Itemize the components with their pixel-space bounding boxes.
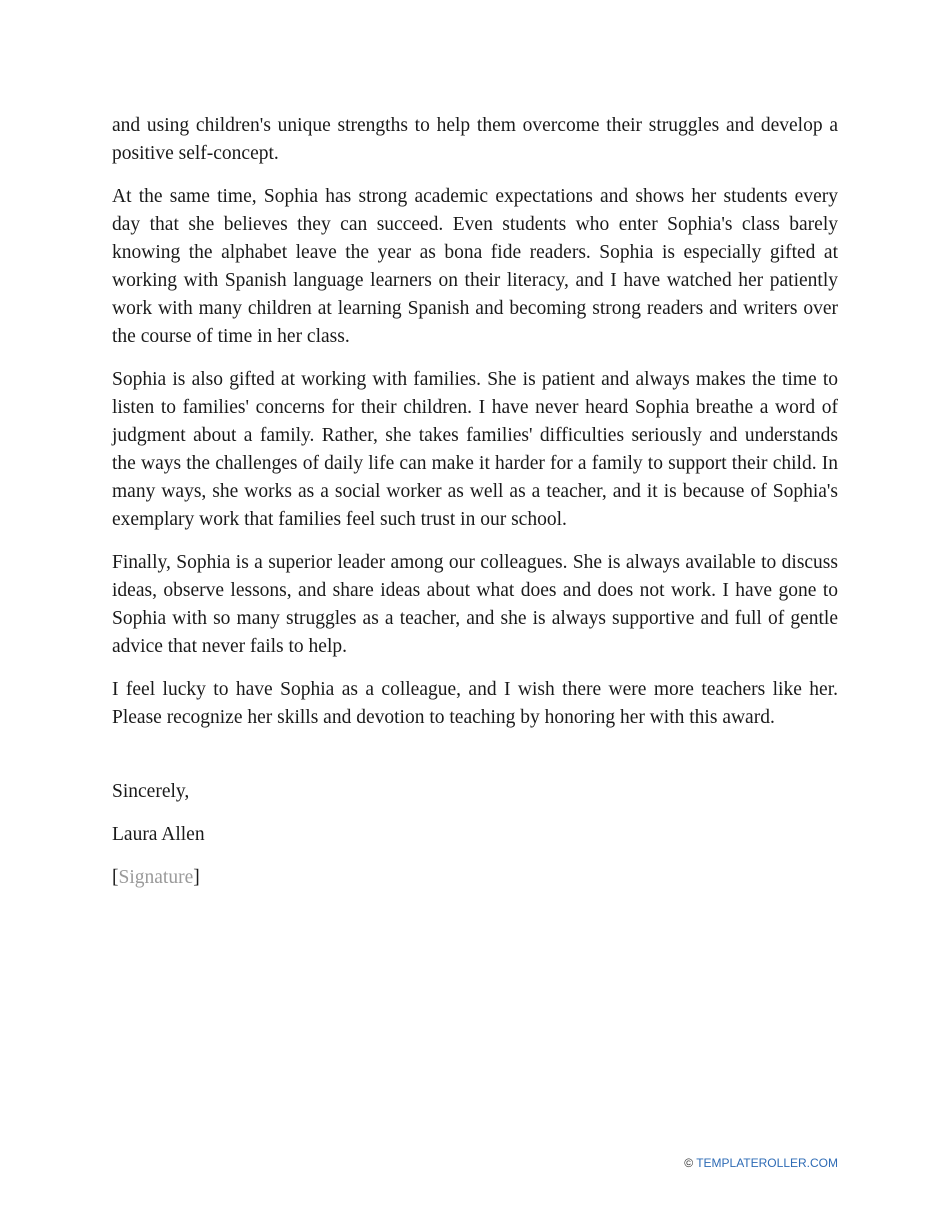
letter-paragraph-1: and using children's unique strengths to help them overcome their struggles and develop a positive self-concept. <box>112 115 838 164</box>
letter-closing-block <box>112 778 838 892</box>
letter-page <box>112 112 838 907</box>
letter-paragraph-4: Finally, Sophia is a superior leader among our colleagues. She is always available to discuss ideas, observe lessons, and share ideas about what does and does not work. I have gone to Sophia with so many struggles as a teacher, and she is always supportive and full of gentle advice that never fails to help. <box>112 552 838 657</box>
signature-open-bracket: [ <box>112 867 119 888</box>
footer-copyright <box>684 1155 838 1171</box>
sender-name: Laura Allen <box>112 824 205 845</box>
signature-placeholder: Signature <box>118 867 194 888</box>
copyright-icon: © <box>684 1156 694 1170</box>
signature-close-bracket: ] <box>193 867 200 888</box>
signature-field[interactable] <box>112 864 838 892</box>
templateroller-link[interactable]: TEMPLATEROLLER.COM <box>696 1156 838 1170</box>
letter-paragraph-5: I feel lucky to have Sophia as a colleague, and I wish there were more teachers like her. Please recognize her skills and devotion to teaching by honoring her with this award. <box>112 679 838 728</box>
letter-paragraph-2: At the same time, Sophia has strong academic expectations and shows her students every day that she believes they can succeed. Even students who enter Sophia's class barely knowing the alphabet leave the year as bona fide readers. Sophia is especially gifted at working with Spanish language learners on their literacy, and I have watched her patiently work with many children at learning Spanish and becoming strong readers and writers over the course of time in her class. <box>112 186 838 347</box>
closing-salutation: Sincerely, <box>112 781 190 802</box>
letter-paragraph-3: Sophia is also gifted at working with families. She is patient and always makes the time to listen to families' concerns for their children. I have never heard Sophia breathe a word of judgment about a family. Rather, she takes families' difficulties seriously and understands the ways the challenges of daily life can make it harder for a family to support their child. In many ways, she works as a social worker as well as a teacher, and it is because of Sophia's exemplary work that families feel such trust in our school. <box>112 369 838 530</box>
